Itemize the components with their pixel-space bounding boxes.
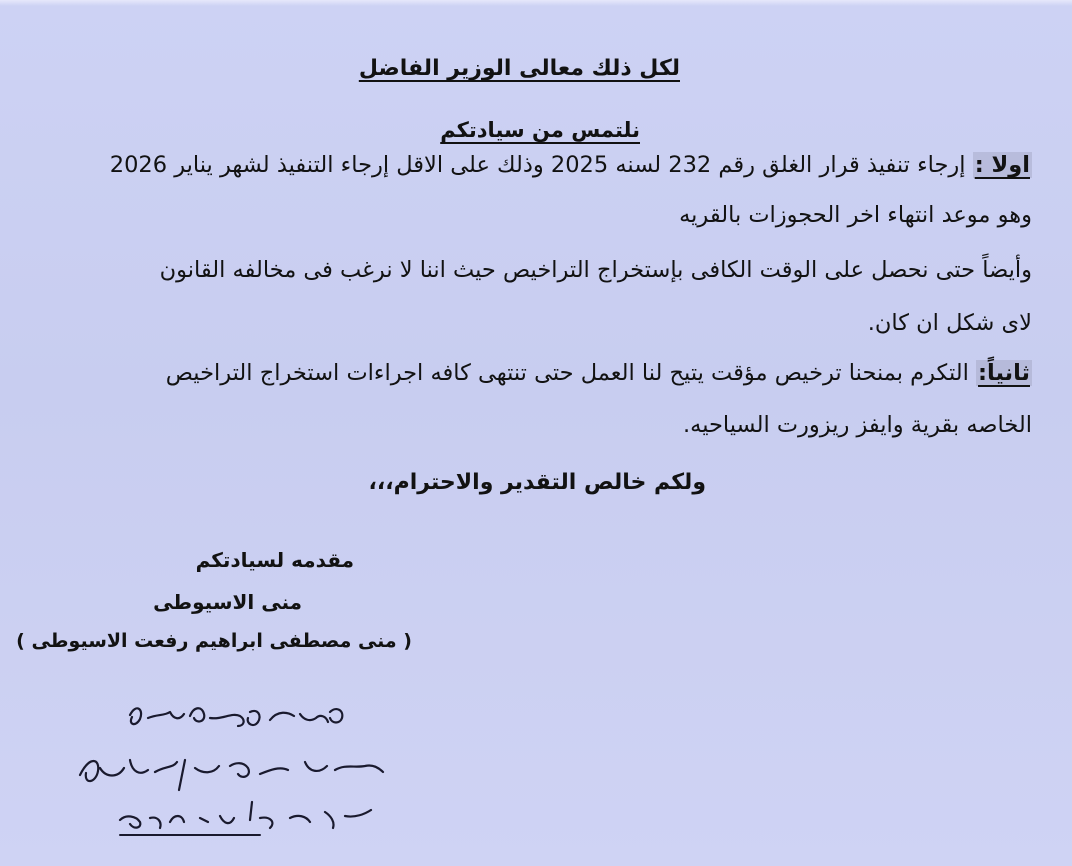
first-request-line-1: [110, 150, 1032, 180]
closing-line: ولكم خالص التقدير والاحترام،،،: [368, 470, 706, 495]
signatory-full-name: ( منى مصطفى ابراهيم رفعت الاسيوطى ): [16, 630, 412, 652]
second-label: ثانياً:: [978, 360, 1030, 386]
signatory-name: منى الاسيوطى: [153, 590, 302, 614]
second-request-line-2: الخاصه بقرية وايفز ريزورت السياحيه.: [682, 412, 1032, 438]
second-line-1-text: التكرم بمنحنا ترخيص مؤقت يتيح لنا العمل حتى تنتهى كافه اجراءات استخراج التراخيص: [165, 360, 969, 386]
second-request-line-1: [166, 358, 1032, 388]
letter-heading: لكل ذلك معالى الوزير الفاضل: [358, 56, 680, 81]
first-line-1-text: إرجاء تنفيذ قرار الغلق رقم 232 لسنه 2025 وذلك على الاقل إرجاء التنفيذ لشهر يناير 2026: [109, 152, 966, 178]
letter-subheading: نلتمس من سيادتكم: [440, 118, 640, 142]
first-request-line-2: وهو موعد انتهاء اخر الحجوزات بالقريه: [679, 202, 1032, 228]
page-edge: [0, 0, 1072, 6]
submitted-by: مقدمه لسيادتكم: [195, 548, 354, 572]
first-request-line-3: وأيضاً حتى نحصل على الوقت الكافى بإستخراج التراخيص حيث اننا لا نرغب فى مخالفه القانون: [159, 257, 1032, 283]
first-request-line-4: لاى شكل ان كان.: [867, 310, 1032, 336]
first-label: اولا :: [974, 152, 1030, 178]
handwritten-signature: [60, 690, 440, 850]
